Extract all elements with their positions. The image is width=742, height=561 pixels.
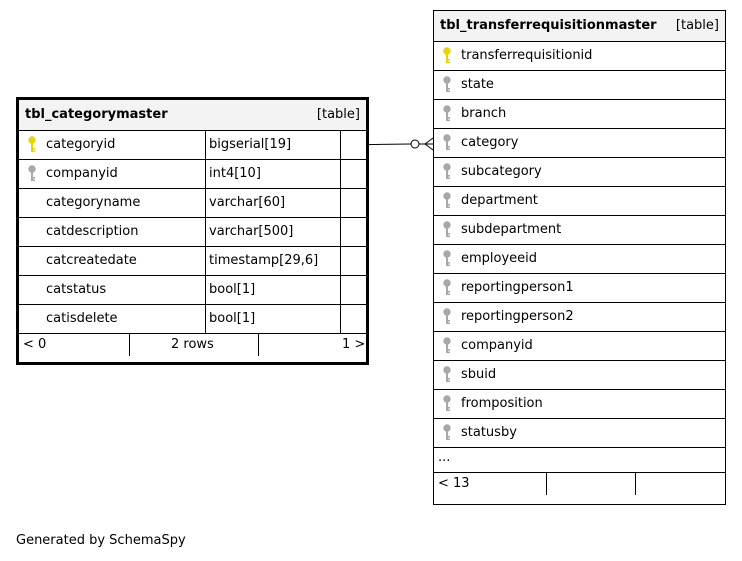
column-name: categoryname [46,195,141,210]
table-categorymaster[interactable] [16,97,369,365]
column-type: bool[1] [209,311,256,326]
primary-key-icon [27,136,37,154]
table-name[interactable]: tbl_categorymaster [25,107,168,122]
cell-divider [205,131,206,160]
column-row[interactable] [434,187,725,216]
column-name: catcreatedate [46,253,137,268]
column-name: categoryid [46,137,116,152]
cell-divider [205,160,206,189]
footer-divider [546,473,547,495]
column-row[interactable] [19,305,366,334]
cell-divider [340,131,341,160]
column-row[interactable] [434,245,725,274]
column-name: statusby [461,425,517,440]
column-name: transferrequisitionid [461,48,593,63]
foreign-key-icon [442,308,452,326]
column-row[interactable] [434,158,725,187]
column-list [434,42,725,448]
column-row[interactable] [434,419,725,448]
column-row[interactable] [19,218,366,247]
row-count: 2 rows [171,337,214,352]
table-header [19,100,366,131]
parent-count[interactable]: < 13 [438,476,470,491]
foreign-key-icon [442,366,452,384]
column-row[interactable] [19,131,366,160]
cell-divider [340,160,341,189]
foreign-key-icon [442,105,452,123]
cell-divider [340,276,341,305]
column-name: catisdelete [46,311,118,326]
column-type: varchar[500] [209,224,294,239]
more-columns-indicator: ... [434,448,725,473]
cell-divider [340,305,341,334]
foreign-key-icon [442,163,452,181]
column-name: department [461,193,538,208]
column-row[interactable] [434,361,725,390]
column-row[interactable] [434,129,725,158]
column-row[interactable] [434,42,725,71]
column-row[interactable] [19,160,366,189]
column-row[interactable] [434,303,725,332]
column-row[interactable] [19,247,366,276]
foreign-key-icon [442,279,452,297]
column-name: subdepartment [461,222,562,237]
cell-divider [205,189,206,218]
column-name: catstatus [46,282,107,297]
cell-divider [340,247,341,276]
column-type: bigserial[19] [209,137,292,152]
column-name: category [461,135,519,150]
column-type: int4[10] [209,166,261,181]
column-list [19,131,366,334]
foreign-key-icon [442,192,452,210]
table-type-label: [table] [675,18,719,33]
parent-count[interactable]: < 0 [23,337,47,352]
table-footer [434,473,725,497]
column-row[interactable] [19,189,366,218]
zero-optional-marker [411,140,419,148]
column-type: varchar[60] [209,195,286,210]
cell-divider [340,218,341,247]
table-type-label: [table] [316,107,360,122]
column-name: subcategory [461,164,542,179]
foreign-key-icon [27,165,37,183]
column-row[interactable] [434,332,725,361]
column-name: catdescription [46,224,139,239]
column-name: branch [461,106,507,121]
crowfoot-upper [425,138,433,144]
column-row[interactable] [434,100,725,129]
table-footer [19,334,366,358]
column-name: fromposition [461,396,543,411]
generator-credit: Generated by SchemaSpy [16,533,186,548]
column-name: reportingperson1 [461,280,574,295]
child-count[interactable]: 1 > [342,337,366,352]
crowfoot-lower [425,144,433,150]
column-row[interactable] [434,216,725,245]
table-header [434,11,725,42]
primary-key-icon [442,47,452,65]
cell-divider [205,305,206,334]
column-row[interactable] [19,276,366,305]
column-name: employeeid [461,251,538,266]
table-transferrequisitionmaster[interactable] [433,10,726,505]
table-name[interactable]: tbl_transferrequisitionmaster [440,18,657,33]
column-type: timestamp[29,6] [209,253,319,268]
column-name: companyid [461,338,533,353]
cell-divider [205,247,206,276]
foreign-key-icon [442,337,452,355]
column-type: bool[1] [209,282,256,297]
footer-divider [129,334,130,356]
column-row[interactable] [434,71,725,100]
footer-divider [258,334,259,356]
column-name: reportingperson2 [461,309,574,324]
cell-divider [205,276,206,305]
column-row[interactable] [434,390,725,419]
foreign-key-icon [442,221,452,239]
column-name: sbuid [461,367,497,382]
foreign-key-icon [442,395,452,413]
footer-divider [635,473,636,495]
column-name: state [461,77,494,92]
column-name: companyid [46,166,118,181]
foreign-key-icon [442,134,452,152]
foreign-key-icon [442,76,452,94]
foreign-key-icon [442,424,452,442]
foreign-key-icon [442,250,452,268]
cell-divider [205,218,206,247]
cell-divider [340,189,341,218]
column-row[interactable] [434,274,725,303]
